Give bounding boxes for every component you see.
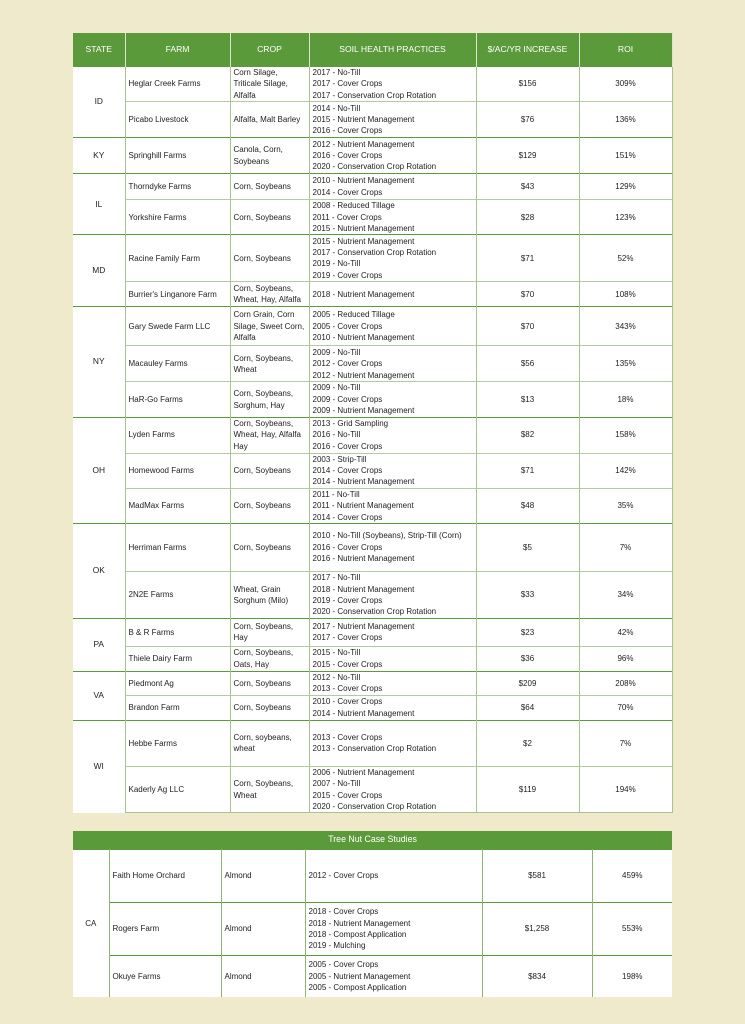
- farm-cell: Macauley Farms: [125, 346, 230, 382]
- roi-cell: 135%: [579, 346, 672, 382]
- text-line: 2019 - Cover Crops: [312, 270, 383, 280]
- crop-cell: [230, 671, 309, 695]
- increase-cell: $71: [476, 235, 579, 282]
- roi-cell: 129%: [579, 174, 672, 200]
- table-row: [73, 346, 672, 382]
- text-line: 2013 - Cover Crops: [312, 684, 383, 694]
- text-line: 2018 - Nutrient Management: [312, 584, 415, 594]
- state-cell: OK: [73, 524, 125, 619]
- text-line: Corn, Soybeans: [233, 501, 291, 511]
- crop-cell: [230, 618, 309, 646]
- farm-cell: Piedmont Ag: [125, 671, 230, 695]
- farm-cell: 2N2E Farms: [125, 572, 230, 619]
- header-farm: FARM: [125, 33, 230, 67]
- crop-cell: [230, 174, 309, 200]
- text-line: 2003 - Strip-Till: [312, 454, 367, 464]
- text-line: 2017 - Cover Crops: [312, 79, 383, 89]
- text-line: 2011 - No-Till: [312, 489, 360, 499]
- table-row: [73, 488, 672, 523]
- text-line: 2016 - Cover Crops: [312, 441, 383, 451]
- table-row: [73, 720, 672, 766]
- practices-cell: [309, 67, 476, 102]
- text-line: Wheat: [233, 364, 257, 374]
- practices-cell: [309, 524, 476, 572]
- text-line: 2020 - Conservation Crop Rotation: [312, 162, 437, 172]
- text-line: Alfalfa, Malt Barley: [233, 115, 301, 125]
- farm-cell: Thorndyke Farms: [125, 174, 230, 200]
- farm-cell: Lyden Farms: [125, 417, 230, 453]
- text-line: 2016 - Nutrient Management: [312, 554, 415, 564]
- farm-cell: Gary Swede Farm LLC: [125, 307, 230, 346]
- crop-cell: [230, 417, 309, 453]
- state-cell: WI: [73, 720, 125, 813]
- text-line: 2005 - Cover Crops: [308, 960, 379, 970]
- farm-cell: Springhill Farms: [125, 138, 230, 174]
- roi-cell: 52%: [579, 235, 672, 282]
- farm-cell: Brandon Farm: [125, 695, 230, 720]
- crop-cell: [230, 307, 309, 346]
- crop-cell: [230, 720, 309, 766]
- crop-cell: [221, 903, 305, 956]
- state-cell: OH: [73, 417, 125, 523]
- crop-cell: [230, 695, 309, 720]
- text-line: Corn, Soybeans: [233, 678, 291, 688]
- practices-cell: [309, 671, 476, 695]
- text-line: 2017 - Conservation Crop Rotation: [312, 90, 437, 100]
- text-line: 2019 - Mulching: [308, 941, 366, 951]
- practices-cell: [305, 956, 482, 997]
- text-line: 2018 - Compost Application: [308, 930, 407, 939]
- text-line: 2009 - No-Till: [312, 383, 361, 393]
- header-roi: ROI: [579, 33, 672, 67]
- text-line: Corn, Soybeans,: [233, 648, 294, 658]
- text-line: 2020 - Conservation Crop Rotation: [312, 607, 437, 617]
- farm-cell: Racine Family Farm: [125, 235, 230, 282]
- farm-cell: Burrier's Linganore Farm: [125, 282, 230, 307]
- text-line: 2009 - Nutrient Management: [312, 406, 415, 416]
- practices-cell: [309, 138, 476, 174]
- increase-cell: $156: [476, 67, 579, 102]
- table-row: [73, 903, 672, 956]
- table-row: [73, 417, 672, 453]
- practices-cell: [309, 572, 476, 619]
- farm-cell: Rogers Farm: [109, 903, 221, 956]
- crop-cell: [230, 646, 309, 671]
- farm-cell: Heglar Creek Farms: [125, 67, 230, 102]
- text-line: Corn, Soybeans,: [233, 779, 294, 789]
- crop-cell: [230, 572, 309, 619]
- increase-cell: $1,258: [482, 903, 592, 956]
- increase-cell: $209: [476, 671, 579, 695]
- crop-cell: [230, 67, 309, 102]
- table-row: [73, 646, 672, 671]
- table-row: [73, 307, 672, 346]
- farm-cell: Thiele Dairy Farm: [125, 646, 230, 671]
- state-cell: VA: [73, 671, 125, 720]
- practices-cell: [309, 346, 476, 382]
- text-line: Hay: [233, 441, 248, 451]
- text-line: Almond: [224, 924, 252, 934]
- table-row: [73, 671, 672, 695]
- crop-cell: [230, 282, 309, 307]
- text-line: Sorghum, Hay: [233, 400, 285, 410]
- increase-cell: $28: [476, 200, 579, 235]
- text-line: Corn, Soybeans: [233, 212, 291, 222]
- text-line: 2019 - Cover Crops: [312, 595, 383, 605]
- soil-health-table: [73, 33, 673, 813]
- farm-cell: B & R Farms: [125, 618, 230, 646]
- table-row: [73, 453, 672, 488]
- text-line: Corn, Soybeans: [233, 542, 291, 552]
- roi-cell: 35%: [579, 488, 672, 523]
- practices-cell: [309, 417, 476, 453]
- roi-cell: 136%: [579, 102, 672, 138]
- roi-cell: 70%: [579, 695, 672, 720]
- text-line: Corn, soybeans,: [233, 732, 292, 742]
- text-line: Corn, Soybeans,: [233, 353, 294, 363]
- text-line: 2014 - Nutrient Management: [312, 477, 415, 487]
- text-line: 2015 - Nutrient Management: [312, 115, 415, 125]
- text-line: 2010 - Cover Crops: [312, 697, 383, 707]
- text-line: 2005 - Nutrient Management: [308, 971, 411, 981]
- practices-cell: [309, 200, 476, 235]
- text-line: 2006 - Nutrient Management: [312, 767, 415, 777]
- text-line: 2015 - Nutrient Management: [312, 236, 415, 246]
- text-line: Alfalfa: [233, 333, 256, 343]
- increase-cell: $70: [476, 282, 579, 307]
- table-row: [73, 618, 672, 646]
- crop-cell: [230, 766, 309, 813]
- roi-cell: 553%: [592, 903, 672, 956]
- text-line: Corn, Soybeans,: [233, 389, 294, 399]
- text-line: 2008 - Reduced Tillage: [312, 201, 395, 211]
- practices-cell: [309, 618, 476, 646]
- text-line: Corn, Soybeans,: [233, 621, 294, 631]
- table-row: [73, 382, 672, 417]
- text-line: 2018 - Nutrient Management: [312, 289, 415, 299]
- practices-cell: [309, 174, 476, 200]
- text-line: 2011 - Nutrient Management: [312, 501, 414, 511]
- increase-cell: $82: [476, 417, 579, 453]
- practices-cell: [309, 102, 476, 138]
- roi-cell: 158%: [579, 417, 672, 453]
- farm-cell: Herriman Farms: [125, 524, 230, 572]
- farm-cell: Kaderly Ag LLC: [125, 766, 230, 813]
- crop-cell: [230, 382, 309, 417]
- tree-nut-title: Tree Nut Case Studies: [73, 831, 672, 850]
- text-line: 2005 - Cover Crops: [312, 321, 383, 331]
- text-line: 2016 - No-Till: [312, 430, 361, 440]
- farm-cell: Homewood Farms: [125, 453, 230, 488]
- table-row: [73, 524, 672, 572]
- practices-cell: [309, 766, 476, 813]
- crop-cell: [221, 956, 305, 997]
- tree-nut-table: [73, 831, 672, 997]
- text-line: 2012 - Cover Crops: [308, 871, 379, 881]
- text-line: Wheat, Hay, Alfalfa: [233, 295, 301, 305]
- crop-cell: [230, 138, 309, 174]
- crop-cell: [230, 102, 309, 138]
- text-line: 2015 - Cover Crops: [312, 659, 383, 669]
- state-cell: PA: [73, 618, 125, 671]
- header-crop: CROP: [230, 33, 309, 67]
- roi-cell: 18%: [579, 382, 672, 417]
- farm-cell: Okuye Farms: [109, 956, 221, 997]
- text-line: Corn, Soybeans,: [233, 284, 294, 294]
- state-cell: NY: [73, 307, 125, 417]
- crop-cell: [230, 200, 309, 235]
- text-line: 2014 - Cover Crops: [312, 466, 383, 476]
- text-line: 2016 - Cover Crops: [312, 151, 383, 161]
- text-line: Hay: [233, 633, 248, 643]
- text-line: 2018 - Cover Crops: [308, 907, 379, 917]
- roi-cell: 151%: [579, 138, 672, 174]
- practices-cell: [309, 695, 476, 720]
- text-line: 2015 - Nutrient Management: [312, 224, 415, 234]
- text-line: 2015 - Cover Crops: [312, 790, 383, 800]
- roi-cell: 108%: [579, 282, 672, 307]
- text-line: Corn Silage,: [233, 68, 278, 77]
- text-line: 2007 - No-Till: [312, 779, 361, 789]
- increase-cell: $76: [476, 102, 579, 138]
- practices-cell: [309, 282, 476, 307]
- text-line: 2017 - Cover Crops: [312, 633, 383, 643]
- text-line: Triticale Silage,: [233, 79, 288, 89]
- text-line: 2015 - No-Till: [312, 648, 361, 658]
- text-line: Almond: [224, 971, 252, 981]
- state-cell: MD: [73, 235, 125, 307]
- header-state: STATE: [73, 33, 125, 67]
- roi-cell: 7%: [579, 524, 672, 572]
- text-line: 2019 - No-Till: [312, 259, 361, 269]
- practices-cell: [305, 903, 482, 956]
- roi-cell: 194%: [579, 766, 672, 813]
- text-line: Wheat, Grain: [233, 584, 281, 594]
- table-row: [73, 102, 672, 138]
- text-line: 2013 - Cover Crops: [312, 732, 383, 742]
- increase-cell: $129: [476, 138, 579, 174]
- tree-nut-title-row: [73, 831, 672, 850]
- increase-cell: $13: [476, 382, 579, 417]
- text-line: 2016 - Cover Crops: [312, 126, 383, 136]
- crop-cell: [230, 488, 309, 523]
- text-line: 2017 - No-Till: [312, 68, 361, 77]
- crop-cell: [221, 850, 305, 903]
- farm-cell: Picabo Livestock: [125, 102, 230, 138]
- increase-cell: $64: [476, 695, 579, 720]
- increase-cell: $834: [482, 956, 592, 997]
- text-line: 2014 - Cover Crops: [312, 187, 383, 197]
- roi-cell: 198%: [592, 956, 672, 997]
- increase-cell: $33: [476, 572, 579, 619]
- text-line: 2012 - Nutrient Management: [312, 370, 415, 380]
- text-line: Canola, Corn,: [233, 145, 283, 155]
- text-line: Oats, Hay: [233, 659, 270, 669]
- text-line: 2020 - Conservation Crop Rotation: [312, 801, 437, 811]
- text-line: Wheat, Hay, Alfalfa: [233, 430, 301, 440]
- increase-cell: $2: [476, 720, 579, 766]
- practices-cell: [309, 646, 476, 671]
- roi-cell: 96%: [579, 646, 672, 671]
- header-increase: $/AC/YR INCREASE: [476, 33, 579, 67]
- table-row: [73, 850, 672, 903]
- table-row: [73, 695, 672, 720]
- increase-cell: $71: [476, 453, 579, 488]
- increase-cell: $581: [482, 850, 592, 903]
- text-line: 2017 - Conservation Crop Rotation: [312, 248, 437, 258]
- roi-cell: 42%: [579, 618, 672, 646]
- text-line: 2010 - Nutrient Management: [312, 333, 415, 343]
- text-line: Corn Grain, Corn: [233, 310, 295, 320]
- text-line: 2010 - Nutrient Management: [312, 176, 415, 186]
- text-line: Corn, Soybeans: [233, 466, 291, 476]
- text-line: 2017 - Nutrient Management: [312, 621, 415, 631]
- state-cell: IL: [73, 174, 125, 235]
- text-line: 2011 - Cover Crops: [312, 212, 382, 222]
- roi-cell: 142%: [579, 453, 672, 488]
- increase-cell: $5: [476, 524, 579, 572]
- text-line: 2014 - No-Till: [312, 103, 361, 113]
- increase-cell: $48: [476, 488, 579, 523]
- farm-cell: Hebbe Farms: [125, 720, 230, 766]
- crop-cell: [230, 453, 309, 488]
- text-line: Corn, Soybeans,: [233, 419, 294, 429]
- text-line: 2012 - Nutrient Management: [312, 139, 415, 149]
- increase-cell: $119: [476, 766, 579, 813]
- text-line: Corn, Soybeans: [233, 253, 291, 263]
- text-line: 2018 - Nutrient Management: [308, 918, 411, 928]
- table-row: [73, 235, 672, 282]
- farm-cell: Faith Home Orchard: [109, 850, 221, 903]
- table-row: [73, 572, 672, 619]
- text-line: 2016 - Cover Crops: [312, 542, 383, 552]
- farm-cell: Yorkshire Farms: [125, 200, 230, 235]
- increase-cell: $43: [476, 174, 579, 200]
- text-line: Corn, Soybeans: [233, 182, 291, 192]
- table-row: [73, 67, 672, 102]
- header-practices: SOIL HEALTH PRACTICES: [309, 33, 476, 67]
- text-line: Almond: [224, 871, 252, 881]
- text-line: 2013 - Grid Sampling: [312, 419, 389, 429]
- crop-cell: [230, 235, 309, 282]
- text-line: 2005 - Reduced Tillage: [312, 310, 395, 320]
- text-line: Wheat: [233, 790, 257, 800]
- text-line: 2012 - Cover Crops: [312, 359, 383, 369]
- roi-cell: 343%: [579, 307, 672, 346]
- text-line: 2009 - No-Till: [312, 347, 361, 357]
- practices-cell: [305, 850, 482, 903]
- roi-cell: 7%: [579, 720, 672, 766]
- table-row: [73, 766, 672, 813]
- text-line: wheat: [233, 744, 255, 754]
- text-line: Alfalfa: [233, 90, 256, 100]
- practices-cell: [309, 720, 476, 766]
- increase-cell: $23: [476, 618, 579, 646]
- table-row: [73, 174, 672, 200]
- text-line: 2014 - Nutrient Management: [312, 708, 415, 718]
- state-cell: CA: [73, 850, 109, 997]
- increase-cell: $56: [476, 346, 579, 382]
- practices-cell: [309, 382, 476, 417]
- farm-cell: HaR-Go Farms: [125, 382, 230, 417]
- text-line: Corn, Soybeans: [233, 703, 291, 713]
- roi-cell: 34%: [579, 572, 672, 619]
- text-line: 2010 - No-Till (Soybeans), Strip-Till (Corn): [312, 531, 462, 541]
- increase-cell: $36: [476, 646, 579, 671]
- text-line: 2012 - No-Till: [312, 672, 361, 682]
- table-row: [73, 138, 672, 174]
- text-line: 2009 - Cover Crops: [312, 394, 383, 404]
- header-row: [73, 33, 672, 67]
- text-line: 2005 - Compost Application: [308, 982, 407, 992]
- farm-cell: MadMax Farms: [125, 488, 230, 523]
- table-row: [73, 956, 672, 997]
- text-line: Soybeans: [233, 156, 270, 166]
- roi-cell: 208%: [579, 671, 672, 695]
- crop-cell: [230, 346, 309, 382]
- table-row: [73, 282, 672, 307]
- text-line: 2014 - Cover Crops: [312, 512, 383, 522]
- state-cell: KY: [73, 138, 125, 174]
- practices-cell: [309, 307, 476, 346]
- practices-cell: [309, 453, 476, 488]
- table-row: [73, 200, 672, 235]
- text-line: 2017 - No-Till: [312, 573, 361, 583]
- text-line: Sorghum (Milo): [233, 595, 289, 605]
- increase-cell: $70: [476, 307, 579, 346]
- practices-cell: [309, 235, 476, 282]
- text-line: 2013 - Conservation Crop Rotation: [312, 744, 437, 754]
- practices-cell: [309, 488, 476, 523]
- crop-cell: [230, 524, 309, 572]
- text-line: Silage, Sweet Corn,: [233, 321, 305, 331]
- roi-cell: 459%: [592, 850, 672, 903]
- roi-cell: 309%: [579, 67, 672, 102]
- state-cell: ID: [73, 67, 125, 138]
- roi-cell: 123%: [579, 200, 672, 235]
